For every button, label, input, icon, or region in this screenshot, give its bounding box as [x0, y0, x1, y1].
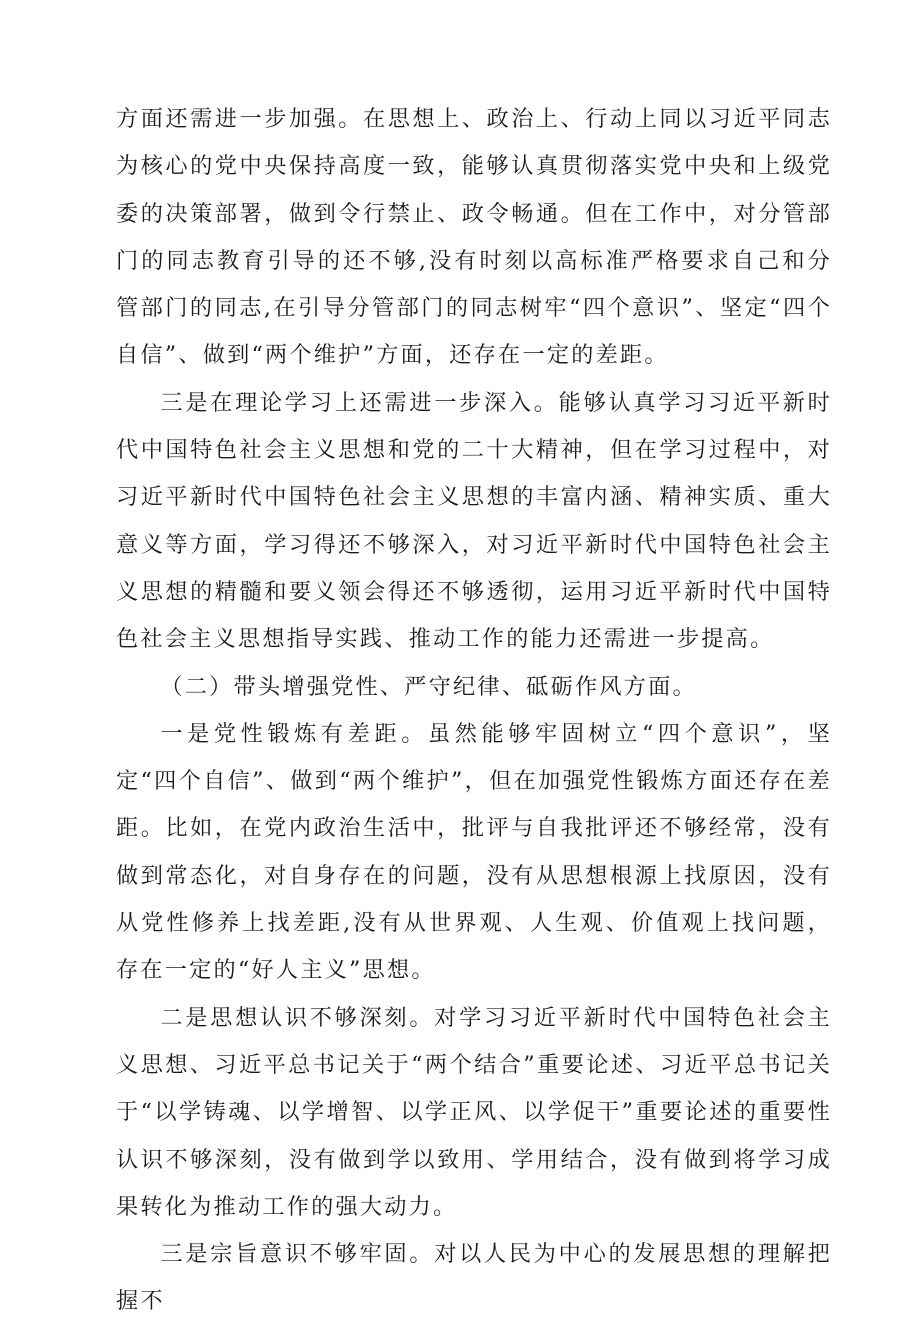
paragraph-theory-study: 三是在理论学习上还需进一步深入。能够认真学习习近平新时代中国特色社会主义思想和党的二十大精神，但在学习过程中，对习近平新时代中国特色社会主义思想的丰富内涵、精神实质、重大意义等方面，学习得还不够深入，对习近平新时代中国特色社会主义思想的精髓和要义领会得还不够透彻，运用习近平新时代中国特色社会主义思想指导实践、推动工作的能力还需进一步提高。: [116, 389, 832, 653]
document-body: [116, 96, 832, 1326]
paragraph-party-spirit-training: 一是党性锻炼有差距。虽然能够牢固树立“四个意识”，坚定“四个自信”、做到“两个维护”，但在加强党性锻炼方面还存在差距。比如，在党内政治生活中，批评与自我批评还不够经常，没有做到常态化，对自身存在的问题，没有从思想根源上找原因，没有从党性修养上找差距,没有从世界观、人生观、价值观上找问题，存在一定的“好人主义”思想。: [116, 720, 832, 984]
paragraph-purpose-awareness: 三是宗旨意识不够牢固。对以人民为中心的发展思想的理解把握不: [116, 1241, 832, 1315]
paragraph-ideological-understanding: 二是思想认识不够深刻。对学习习近平新时代中国特色社会主义思想、习近平总书记关于“两个结合”重要论述、习近平总书记关于“以学铸魂、以学增智、以学正风、以学促干”重要论述的重要性认识不够深刻，没有做到学以致用、学用结合，没有做到将学习成果转化为推动工作的强大动力。: [116, 1004, 832, 1220]
paragraph-party-leadership: 方面还需进一步加强。在思想上、政治上、行动上同以习近平同志为核心的党中央保持高度一致，能够认真贯彻落实党中央和上级党委的决策部署，做到令行禁止、政令畅通。但在工作中，对分管部门的同志教育引导的还不够,没有时刻以高标准严格要求自己和分管部门的同志,在引导分管部门的同志树牢“四个意识”、坚定“四个自信”、做到“两个维护”方面，还存在一定的差距。: [116, 106, 832, 369]
section-heading-party-spirit: （二）带头增强党性、严守纪律、砥砺作风方面。: [160, 673, 697, 700]
